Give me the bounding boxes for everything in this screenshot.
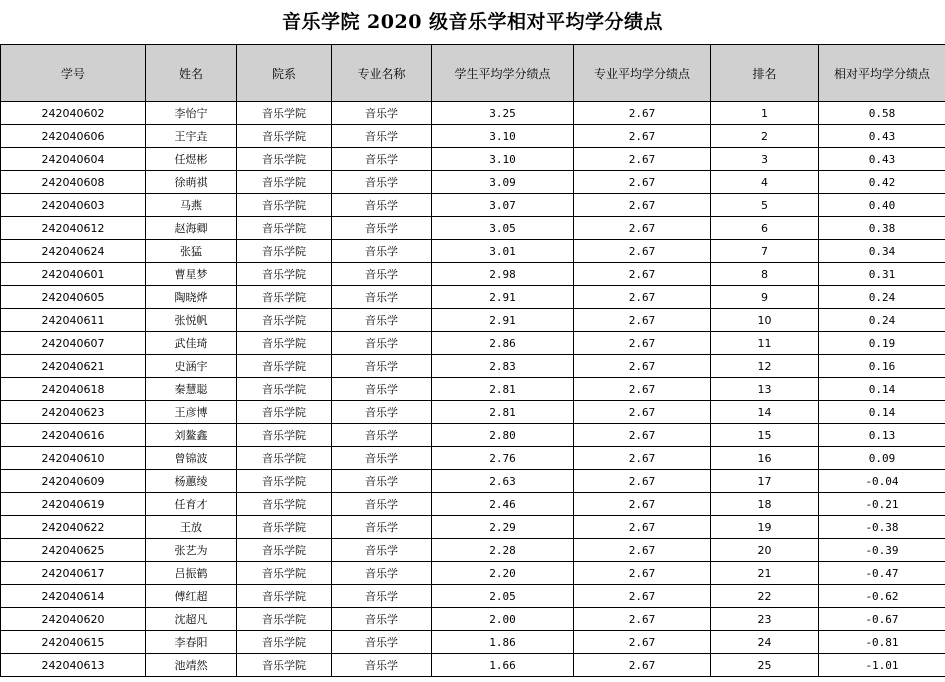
cell-rank: 24 (711, 631, 819, 654)
cell-major-gpa: 2.67 (574, 585, 711, 608)
cell-major: 音乐学 (332, 194, 432, 217)
cell-rank: 3 (711, 148, 819, 171)
table-row (1, 562, 945, 585)
cell-student-gpa: 2.98 (432, 263, 574, 286)
cell-student-id: 242040619 (1, 493, 146, 516)
cell-department: 音乐学院 (237, 332, 332, 355)
cell-student-id: 242040615 (1, 631, 146, 654)
table-row (1, 286, 945, 309)
cell-relative-gpa: -0.04 (819, 470, 945, 493)
cell-major-gpa: 2.67 (574, 447, 711, 470)
cell-major-gpa: 2.67 (574, 493, 711, 516)
cell-student-gpa: 2.83 (432, 355, 574, 378)
cell-student-id: 242040612 (1, 217, 146, 240)
cell-student-gpa: 2.91 (432, 309, 574, 332)
cell-department: 音乐学院 (237, 148, 332, 171)
cell-major-gpa: 2.67 (574, 171, 711, 194)
cell-name: 徐萌祺 (146, 171, 237, 194)
header-student-id: 学号 (1, 45, 146, 102)
cell-student-gpa: 3.09 (432, 171, 574, 194)
cell-major: 音乐学 (332, 332, 432, 355)
cell-department: 音乐学院 (237, 240, 332, 263)
cell-major: 音乐学 (332, 631, 432, 654)
cell-relative-gpa: 0.14 (819, 378, 945, 401)
cell-relative-gpa: 0.24 (819, 309, 945, 332)
cell-department: 音乐学院 (237, 493, 332, 516)
cell-department: 音乐学院 (237, 263, 332, 286)
cell-student-gpa: 1.66 (432, 654, 574, 677)
cell-rank: 9 (711, 286, 819, 309)
cell-major-gpa: 2.67 (574, 562, 711, 585)
table-row (1, 194, 945, 217)
cell-name: 任煜彬 (146, 148, 237, 171)
cell-name: 马燕 (146, 194, 237, 217)
table-body (1, 102, 945, 677)
cell-name: 曾锦波 (146, 447, 237, 470)
cell-student-gpa: 2.46 (432, 493, 574, 516)
cell-major: 音乐学 (332, 148, 432, 171)
cell-student-gpa: 2.86 (432, 332, 574, 355)
header-department: 院系 (237, 45, 332, 102)
cell-major-gpa: 2.67 (574, 355, 711, 378)
cell-name: 李怡宁 (146, 102, 237, 125)
cell-student-id: 242040610 (1, 447, 146, 470)
table-row (1, 516, 945, 539)
cell-name: 刘鳌鑫 (146, 424, 237, 447)
table-row (1, 424, 945, 447)
cell-relative-gpa: 0.19 (819, 332, 945, 355)
cell-name: 曹星梦 (146, 263, 237, 286)
table-row (1, 401, 945, 424)
cell-department: 音乐学院 (237, 355, 332, 378)
cell-relative-gpa: 0.42 (819, 171, 945, 194)
cell-student-gpa: 3.05 (432, 217, 574, 240)
cell-student-gpa: 3.01 (432, 240, 574, 263)
header-major-gpa: 专业平均学分绩点 (574, 45, 711, 102)
cell-student-gpa: 2.91 (432, 286, 574, 309)
cell-department: 音乐学院 (237, 401, 332, 424)
header-student-gpa: 学生平均学分绩点 (432, 45, 574, 102)
cell-name: 张猛 (146, 240, 237, 263)
cell-name: 任育才 (146, 493, 237, 516)
page-title: 音乐学院 2020 级音乐学相对平均学分绩点 (281, 11, 664, 33)
cell-student-gpa: 2.81 (432, 378, 574, 401)
cell-department: 音乐学院 (237, 631, 332, 654)
cell-student-gpa: 2.05 (432, 585, 574, 608)
cell-student-gpa: 2.28 (432, 539, 574, 562)
cell-name: 史涵宇 (146, 355, 237, 378)
table-row (1, 654, 945, 677)
cell-rank: 19 (711, 516, 819, 539)
cell-major-gpa: 2.67 (574, 608, 711, 631)
table-row (1, 332, 945, 355)
cell-relative-gpa: -1.01 (819, 654, 945, 677)
cell-department: 音乐学院 (237, 194, 332, 217)
cell-department: 音乐学院 (237, 102, 332, 125)
cell-major-gpa: 2.67 (574, 240, 711, 263)
cell-student-gpa: 1.86 (432, 631, 574, 654)
cell-student-gpa: 3.10 (432, 148, 574, 171)
cell-major-gpa: 2.67 (574, 332, 711, 355)
cell-relative-gpa: -0.38 (819, 516, 945, 539)
table-row (1, 493, 945, 516)
cell-student-id: 242040624 (1, 240, 146, 263)
cell-department: 音乐学院 (237, 424, 332, 447)
cell-student-id: 242040611 (1, 309, 146, 332)
table-row (1, 585, 945, 608)
cell-major: 音乐学 (332, 217, 432, 240)
table-row (1, 148, 945, 171)
header-row (1, 45, 945, 102)
cell-major-gpa: 2.67 (574, 539, 711, 562)
cell-rank: 5 (711, 194, 819, 217)
cell-relative-gpa: 0.13 (819, 424, 945, 447)
cell-major: 音乐学 (332, 401, 432, 424)
cell-rank: 4 (711, 171, 819, 194)
cell-student-id: 242040601 (1, 263, 146, 286)
table-row (1, 217, 945, 240)
cell-department: 音乐学院 (237, 608, 332, 631)
header-rank: 排名 (711, 45, 819, 102)
cell-rank: 25 (711, 654, 819, 677)
cell-rank: 2 (711, 125, 819, 148)
table-row (1, 102, 945, 125)
cell-major: 音乐学 (332, 608, 432, 631)
cell-name: 吕振鹤 (146, 562, 237, 585)
cell-department: 音乐学院 (237, 447, 332, 470)
cell-student-id: 242040609 (1, 470, 146, 493)
cell-department: 音乐学院 (237, 654, 332, 677)
cell-major-gpa: 2.67 (574, 654, 711, 677)
cell-relative-gpa: -0.21 (819, 493, 945, 516)
cell-rank: 22 (711, 585, 819, 608)
cell-major-gpa: 2.67 (574, 631, 711, 654)
cell-major: 音乐学 (332, 263, 432, 286)
table-row (1, 125, 945, 148)
cell-rank: 13 (711, 378, 819, 401)
cell-major: 音乐学 (332, 102, 432, 125)
cell-rank: 21 (711, 562, 819, 585)
cell-student-gpa: 2.20 (432, 562, 574, 585)
cell-department: 音乐学院 (237, 309, 332, 332)
cell-major-gpa: 2.67 (574, 148, 711, 171)
cell-major-gpa: 2.67 (574, 263, 711, 286)
cell-department: 音乐学院 (237, 539, 332, 562)
cell-major-gpa: 2.67 (574, 470, 711, 493)
cell-department: 音乐学院 (237, 470, 332, 493)
cell-major-gpa: 2.67 (574, 125, 711, 148)
cell-name: 王彦博 (146, 401, 237, 424)
cell-student-gpa: 2.29 (432, 516, 574, 539)
table-row (1, 608, 945, 631)
cell-name: 王放 (146, 516, 237, 539)
cell-name: 李春阳 (146, 631, 237, 654)
cell-major: 音乐学 (332, 240, 432, 263)
cell-student-gpa: 2.81 (432, 401, 574, 424)
cell-relative-gpa: 0.16 (819, 355, 945, 378)
cell-relative-gpa: -0.62 (819, 585, 945, 608)
header-major: 专业名称 (332, 45, 432, 102)
cell-major: 音乐学 (332, 171, 432, 194)
cell-major-gpa: 2.67 (574, 309, 711, 332)
cell-student-id: 242040613 (1, 654, 146, 677)
cell-student-id: 242040602 (1, 102, 146, 125)
cell-student-gpa: 2.76 (432, 447, 574, 470)
cell-major: 音乐学 (332, 470, 432, 493)
cell-student-id: 242040606 (1, 125, 146, 148)
cell-relative-gpa: -0.39 (819, 539, 945, 562)
cell-student-id: 242040604 (1, 148, 146, 171)
cell-relative-gpa: 0.31 (819, 263, 945, 286)
cell-rank: 17 (711, 470, 819, 493)
cell-name: 张悦帆 (146, 309, 237, 332)
cell-rank: 8 (711, 263, 819, 286)
table-row (1, 355, 945, 378)
cell-student-id: 242040608 (1, 171, 146, 194)
cell-major: 音乐学 (332, 424, 432, 447)
cell-relative-gpa: 0.24 (819, 286, 945, 309)
table-row (1, 631, 945, 654)
cell-relative-gpa: -0.47 (819, 562, 945, 585)
cell-major-gpa: 2.67 (574, 401, 711, 424)
table-row (1, 447, 945, 470)
cell-student-id: 242040605 (1, 286, 146, 309)
cell-major-gpa: 2.67 (574, 424, 711, 447)
cell-major: 音乐学 (332, 286, 432, 309)
cell-student-id: 242040607 (1, 332, 146, 355)
cell-name: 杨蕙绫 (146, 470, 237, 493)
table-row (1, 378, 945, 401)
cell-rank: 1 (711, 102, 819, 125)
cell-name: 张艺为 (146, 539, 237, 562)
cell-name: 赵海卿 (146, 217, 237, 240)
cell-relative-gpa: -0.81 (819, 631, 945, 654)
cell-student-gpa: 3.25 (432, 102, 574, 125)
cell-major-gpa: 2.67 (574, 516, 711, 539)
cell-student-gpa: 2.63 (432, 470, 574, 493)
cell-rank: 16 (711, 447, 819, 470)
cell-student-gpa: 2.80 (432, 424, 574, 447)
cell-major-gpa: 2.67 (574, 286, 711, 309)
cell-major: 音乐学 (332, 493, 432, 516)
cell-department: 音乐学院 (237, 217, 332, 240)
cell-relative-gpa: -0.67 (819, 608, 945, 631)
cell-student-id: 242040625 (1, 539, 146, 562)
header-name: 姓名 (146, 45, 237, 102)
cell-relative-gpa: 0.09 (819, 447, 945, 470)
table-row (1, 539, 945, 562)
cell-rank: 20 (711, 539, 819, 562)
cell-name: 王宇垚 (146, 125, 237, 148)
cell-relative-gpa: 0.43 (819, 148, 945, 171)
cell-name: 沈超凡 (146, 608, 237, 631)
cell-student-gpa: 2.00 (432, 608, 574, 631)
cell-department: 音乐学院 (237, 585, 332, 608)
cell-major: 音乐学 (332, 516, 432, 539)
cell-major-gpa: 2.67 (574, 102, 711, 125)
cell-rank: 15 (711, 424, 819, 447)
cell-major: 音乐学 (332, 539, 432, 562)
cell-student-gpa: 3.10 (432, 125, 574, 148)
cell-major-gpa: 2.67 (574, 378, 711, 401)
cell-department: 音乐学院 (237, 125, 332, 148)
table-row (1, 470, 945, 493)
grades-table (0, 44, 945, 677)
cell-rank: 14 (711, 401, 819, 424)
cell-rank: 23 (711, 608, 819, 631)
cell-rank: 7 (711, 240, 819, 263)
cell-rank: 10 (711, 309, 819, 332)
cell-department: 音乐学院 (237, 516, 332, 539)
cell-rank: 12 (711, 355, 819, 378)
cell-student-id: 242040603 (1, 194, 146, 217)
cell-name: 傅红超 (146, 585, 237, 608)
table-row (1, 309, 945, 332)
cell-student-id: 242040614 (1, 585, 146, 608)
cell-major: 音乐学 (332, 309, 432, 332)
cell-major-gpa: 2.67 (574, 217, 711, 240)
cell-name: 武佳琦 (146, 332, 237, 355)
cell-major: 音乐学 (332, 562, 432, 585)
cell-student-id: 242040623 (1, 401, 146, 424)
cell-name: 陶晓烨 (146, 286, 237, 309)
cell-major: 音乐学 (332, 447, 432, 470)
cell-relative-gpa: 0.34 (819, 240, 945, 263)
cell-relative-gpa: 0.14 (819, 401, 945, 424)
cell-major: 音乐学 (332, 355, 432, 378)
cell-department: 音乐学院 (237, 171, 332, 194)
cell-rank: 6 (711, 217, 819, 240)
table-row (1, 240, 945, 263)
cell-relative-gpa: 0.58 (819, 102, 945, 125)
cell-major: 音乐学 (332, 585, 432, 608)
cell-student-id: 242040622 (1, 516, 146, 539)
cell-department: 音乐学院 (237, 562, 332, 585)
cell-student-id: 242040617 (1, 562, 146, 585)
cell-student-id: 242040616 (1, 424, 146, 447)
cell-name: 秦慧聪 (146, 378, 237, 401)
cell-major: 音乐学 (332, 654, 432, 677)
cell-major: 音乐学 (332, 378, 432, 401)
cell-major-gpa: 2.67 (574, 194, 711, 217)
cell-department: 音乐学院 (237, 286, 332, 309)
cell-rank: 11 (711, 332, 819, 355)
table-row (1, 263, 945, 286)
cell-relative-gpa: 0.38 (819, 217, 945, 240)
cell-rank: 18 (711, 493, 819, 516)
cell-relative-gpa: 0.40 (819, 194, 945, 217)
cell-student-id: 242040621 (1, 355, 146, 378)
cell-student-gpa: 3.07 (432, 194, 574, 217)
cell-name: 池靖然 (146, 654, 237, 677)
cell-major: 音乐学 (332, 125, 432, 148)
cell-department: 音乐学院 (237, 378, 332, 401)
cell-student-id: 242040618 (1, 378, 146, 401)
cell-student-id: 242040620 (1, 608, 146, 631)
table-row (1, 171, 945, 194)
header-relative-gpa: 相对平均学分绩点 (819, 45, 945, 102)
cell-relative-gpa: 0.43 (819, 125, 945, 148)
